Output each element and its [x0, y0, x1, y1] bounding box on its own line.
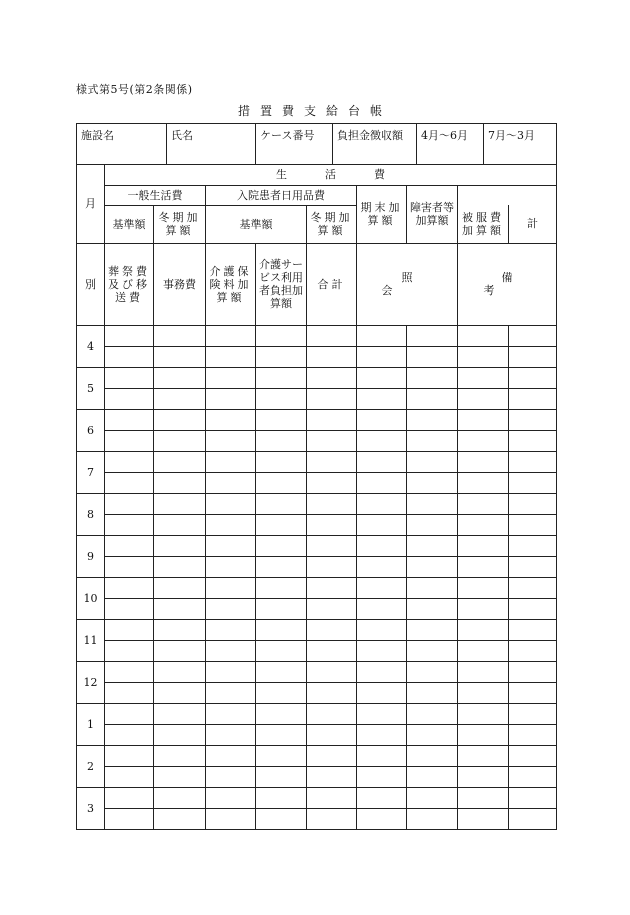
case-no-field[interactable] — [256, 124, 333, 165]
month-label: 8 — [77, 493, 105, 535]
ledger-cell[interactable] — [105, 724, 154, 745]
ledger-cell[interactable] — [206, 787, 256, 808]
ledger-cell[interactable] — [105, 703, 154, 724]
office-header: 事務費 — [154, 243, 206, 325]
month-row — [77, 682, 557, 703]
ledger-cell[interactable] — [256, 514, 307, 535]
month-row — [77, 724, 557, 745]
ledger-cell[interactable] — [154, 535, 206, 556]
ledger-cell[interactable] — [357, 724, 407, 745]
ledger-cell[interactable] — [509, 388, 557, 409]
month-label: 4 — [77, 325, 105, 367]
ledger-cell[interactable] — [357, 430, 407, 451]
ledger-cell[interactable] — [105, 451, 154, 472]
ledger-cell[interactable] — [206, 682, 256, 703]
ledger-cell[interactable] — [458, 682, 509, 703]
ledger-cell[interactable] — [307, 388, 357, 409]
ledger-cell[interactable] — [458, 472, 509, 493]
ledger-cell[interactable] — [509, 787, 557, 808]
month-row — [77, 535, 557, 556]
ledger-cell[interactable] — [256, 745, 307, 766]
period1-label: 4月～6月 — [421, 129, 468, 142]
ledger-cell[interactable] — [206, 577, 256, 598]
ledger-cell[interactable] — [256, 409, 307, 430]
form-number: 様式第5号(第2条関係) — [76, 83, 193, 96]
base1-header: 基準額 — [105, 205, 154, 243]
ledger-cell[interactable] — [256, 640, 307, 661]
ledger-cell[interactable] — [256, 787, 307, 808]
ledger-cell[interactable] — [154, 451, 206, 472]
ledger-cell[interactable] — [509, 430, 557, 451]
winter2-header: 冬期加算額 — [307, 205, 357, 243]
ledger-cell[interactable] — [154, 472, 206, 493]
ledger-cell[interactable] — [307, 451, 357, 472]
ledger-cell[interactable] — [307, 430, 357, 451]
ledger-cell[interactable] — [256, 682, 307, 703]
ledger-cell[interactable] — [407, 577, 458, 598]
ledger-cell[interactable] — [307, 409, 357, 430]
ledger-cell[interactable] — [105, 430, 154, 451]
ledger-cell[interactable] — [407, 556, 458, 577]
month-row — [77, 451, 557, 472]
ledger-cell[interactable] — [206, 808, 256, 829]
ledger-cell[interactable] — [154, 346, 206, 367]
ledger-cell[interactable] — [357, 367, 407, 388]
ledger-cell[interactable] — [407, 598, 458, 619]
ledger-cell[interactable] — [154, 682, 206, 703]
ledger-cell[interactable] — [509, 535, 557, 556]
ledger-cell[interactable] — [256, 619, 307, 640]
ledger-cell[interactable] — [509, 808, 557, 829]
total-header: 計 — [509, 205, 557, 243]
ledger-cell[interactable] — [154, 493, 206, 514]
ledger-cell[interactable] — [407, 430, 458, 451]
ledger-cell[interactable] — [154, 430, 206, 451]
ledger-cell[interactable] — [458, 640, 509, 661]
ledger-cell[interactable] — [458, 598, 509, 619]
ledger-cell[interactable] — [154, 577, 206, 598]
ledger-cell[interactable] — [357, 808, 407, 829]
ledger-cell[interactable] — [407, 388, 458, 409]
month-label: 6 — [77, 409, 105, 451]
ledger-cell[interactable] — [357, 745, 407, 766]
ledger-cell[interactable] — [307, 472, 357, 493]
period2-field[interactable] — [484, 124, 557, 165]
ledger-cell[interactable] — [154, 388, 206, 409]
month-row — [77, 808, 557, 829]
ledger-cell[interactable] — [509, 451, 557, 472]
ledger-cell[interactable] — [206, 535, 256, 556]
base2-header: 基準額 — [206, 205, 307, 243]
ledger-cell[interactable] — [154, 787, 206, 808]
ledger-cell[interactable] — [357, 325, 407, 346]
ledger-cell[interactable] — [105, 472, 154, 493]
ledger-cell[interactable] — [105, 535, 154, 556]
ledger-cell[interactable] — [307, 745, 357, 766]
ledger-cell[interactable] — [256, 472, 307, 493]
month-row — [77, 514, 557, 535]
ledger-cell[interactable] — [206, 430, 256, 451]
ledger-cell[interactable] — [154, 367, 206, 388]
ledger-cell[interactable] — [105, 577, 154, 598]
ledger-cell[interactable] — [206, 640, 256, 661]
living-cost-header: 生活費 — [105, 165, 557, 185]
ledger-cell[interactable] — [256, 493, 307, 514]
ledger-cell[interactable] — [407, 346, 458, 367]
ledger-cell[interactable] — [206, 388, 256, 409]
ledger-cell[interactable] — [307, 367, 357, 388]
ledger-cell[interactable] — [458, 493, 509, 514]
ledger-cell[interactable] — [458, 409, 509, 430]
ledger-cell[interactable] — [407, 703, 458, 724]
ledger-cell[interactable] — [307, 661, 357, 682]
ledger-cell[interactable] — [357, 619, 407, 640]
ledger-cell[interactable] — [206, 703, 256, 724]
ledger-cell[interactable] — [154, 325, 206, 346]
ledger-cell[interactable] — [357, 661, 407, 682]
ledger-cell[interactable] — [357, 346, 407, 367]
ledger-cell[interactable] — [509, 661, 557, 682]
ledger-cell[interactable] — [509, 598, 557, 619]
ledger-cell[interactable] — [105, 325, 154, 346]
month-row — [77, 766, 557, 787]
month-row — [77, 661, 557, 682]
name-label: 氏名 — [171, 129, 193, 142]
month-label: 5 — [77, 367, 105, 409]
month-row — [77, 640, 557, 661]
ledger-cell[interactable] — [407, 745, 458, 766]
ledger-cell[interactable] — [407, 640, 458, 661]
ledger-cell[interactable] — [458, 577, 509, 598]
ledger-cell[interactable] — [256, 577, 307, 598]
ledger-cell[interactable] — [407, 409, 458, 430]
period1-field[interactable] — [417, 124, 484, 165]
month-row — [77, 556, 557, 577]
ledger-cell[interactable] — [407, 766, 458, 787]
ledger-cell[interactable] — [105, 640, 154, 661]
month-label: 10 — [77, 577, 105, 619]
ledger-cell[interactable] — [458, 535, 509, 556]
ledger-cell[interactable] — [307, 598, 357, 619]
month-header: 月 — [77, 165, 105, 243]
month-row — [77, 703, 557, 724]
ledger-cell[interactable] — [307, 535, 357, 556]
ledger-cell[interactable] — [458, 346, 509, 367]
ledger-cell[interactable] — [256, 535, 307, 556]
ledger-cell[interactable] — [307, 724, 357, 745]
ledger-cell[interactable] — [407, 514, 458, 535]
month-row — [77, 598, 557, 619]
ledger-cell[interactable] — [407, 661, 458, 682]
ledger-cell[interactable] — [206, 556, 256, 577]
ledger-cell[interactable] — [206, 493, 256, 514]
ledger-cell[interactable] — [206, 472, 256, 493]
care-insurance-header: 介護保険料加算額 — [206, 243, 256, 325]
ledger-cell[interactable] — [357, 514, 407, 535]
ledger-cell[interactable] — [154, 556, 206, 577]
ledger-cell[interactable] — [307, 325, 357, 346]
month-row — [77, 493, 557, 514]
ledger-cell[interactable] — [458, 661, 509, 682]
ledger-cell[interactable] — [458, 745, 509, 766]
ledger-cell[interactable] — [256, 388, 307, 409]
ledger-cell[interactable] — [154, 724, 206, 745]
ledger-cell[interactable] — [256, 325, 307, 346]
ledger-cell[interactable] — [105, 808, 154, 829]
ledger-cell[interactable] — [256, 451, 307, 472]
ledger-cell[interactable] — [307, 577, 357, 598]
ledger-cell[interactable] — [154, 514, 206, 535]
ledger-cell[interactable] — [307, 703, 357, 724]
ledger-cell[interactable] — [105, 388, 154, 409]
ledger-cell[interactable] — [407, 493, 458, 514]
ledger-cell[interactable] — [105, 766, 154, 787]
ledger-cell[interactable] — [307, 787, 357, 808]
ledger-cell[interactable] — [307, 766, 357, 787]
remarks-header: 備考 — [458, 243, 557, 325]
ledger-cell[interactable] — [105, 661, 154, 682]
ledger-cell[interactable] — [307, 346, 357, 367]
ledger-cell[interactable] — [105, 598, 154, 619]
ledger-cell[interactable] — [206, 745, 256, 766]
ledger-cell[interactable] — [458, 724, 509, 745]
month-row — [77, 409, 557, 430]
ledger-cell[interactable] — [458, 430, 509, 451]
ledger-cell[interactable] — [256, 346, 307, 367]
ledger-cell[interactable] — [509, 640, 557, 661]
ledger-cell[interactable] — [458, 619, 509, 640]
ledger-cell[interactable] — [154, 808, 206, 829]
ledger-cell[interactable] — [105, 367, 154, 388]
ledger-cell[interactable] — [206, 514, 256, 535]
ledger-cell[interactable] — [105, 514, 154, 535]
ledger-cell[interactable] — [458, 325, 509, 346]
ledger-cell[interactable] — [407, 682, 458, 703]
ledger-cell[interactable] — [509, 472, 557, 493]
care-service-header: 介護サービス利用者負担加算額 — [256, 243, 307, 325]
ledger-cell[interactable] — [458, 367, 509, 388]
ledger-cell[interactable] — [357, 703, 407, 724]
ledger-cell[interactable] — [357, 577, 407, 598]
ledger-cell[interactable] — [357, 409, 407, 430]
ledger-cell[interactable] — [256, 724, 307, 745]
ledger-cell[interactable] — [206, 766, 256, 787]
ledger-cell[interactable] — [407, 535, 458, 556]
ledger-cell[interactable] — [407, 808, 458, 829]
month-row — [77, 325, 557, 346]
kimatsu-header: 期末加算額 — [357, 185, 407, 243]
ledger-cell[interactable] — [357, 388, 407, 409]
ledger-cell[interactable] — [256, 430, 307, 451]
ledger-cell[interactable] — [357, 787, 407, 808]
ledger-cell[interactable] — [307, 682, 357, 703]
ledger-cell[interactable] — [458, 514, 509, 535]
header-table — [76, 123, 557, 165]
ledger-cell[interactable] — [407, 451, 458, 472]
month-label: 3 — [77, 787, 105, 829]
ledger-cell[interactable] — [357, 766, 407, 787]
winter1-header: 冬期加算額 — [154, 205, 206, 243]
ledger-cell[interactable] — [105, 556, 154, 577]
ledger-cell[interactable] — [105, 346, 154, 367]
ledger-cell[interactable] — [256, 367, 307, 388]
ledger-cell[interactable] — [154, 766, 206, 787]
ledger-cell[interactable] — [357, 535, 407, 556]
ledger-cell[interactable] — [105, 409, 154, 430]
ledger-cell[interactable] — [105, 745, 154, 766]
ledger-cell[interactable] — [458, 556, 509, 577]
ledger-table — [76, 165, 557, 830]
ledger-cell[interactable] — [407, 325, 458, 346]
ledger-cell[interactable] — [256, 766, 307, 787]
ledger-cell[interactable] — [509, 409, 557, 430]
month-row — [77, 388, 557, 409]
ledger-cell[interactable] — [206, 724, 256, 745]
ledger-cell[interactable] — [154, 598, 206, 619]
month-label: 12 — [77, 661, 105, 703]
case-no-label: ケース番号 — [260, 129, 315, 142]
ledger-cell[interactable] — [509, 619, 557, 640]
ledger-cell[interactable] — [509, 346, 557, 367]
month-label: 11 — [77, 619, 105, 661]
month-row — [77, 577, 557, 598]
ledger-cell[interactable] — [458, 703, 509, 724]
month-row — [77, 619, 557, 640]
ledger-cell[interactable] — [307, 640, 357, 661]
ledger-cell[interactable] — [256, 556, 307, 577]
ledger-cell[interactable] — [206, 367, 256, 388]
ledger-cell[interactable] — [154, 409, 206, 430]
ledger-cell[interactable] — [307, 514, 357, 535]
ledger-cell[interactable] — [509, 703, 557, 724]
ledger-cell[interactable] — [256, 703, 307, 724]
ledger-cell[interactable] — [206, 346, 256, 367]
ledger-cell[interactable] — [105, 619, 154, 640]
ledger-cell[interactable] — [458, 808, 509, 829]
ledger-cell[interactable] — [154, 619, 206, 640]
ledger-cell[interactable] — [357, 451, 407, 472]
ledger-cell[interactable] — [105, 493, 154, 514]
burden-field[interactable] — [333, 124, 417, 165]
betsu-header: 別 — [77, 243, 105, 325]
clothing-header: 被服費加算額 — [458, 205, 509, 243]
ledger-cell[interactable] — [206, 661, 256, 682]
ledger-cell[interactable] — [407, 787, 458, 808]
ledger-cell[interactable] — [357, 472, 407, 493]
ledger-cell[interactable] — [357, 556, 407, 577]
ledger-cell[interactable] — [407, 619, 458, 640]
general-living-header: 一般生活費 — [105, 185, 206, 205]
ledger-cell[interactable] — [307, 493, 357, 514]
sum-header: 合計 — [307, 243, 357, 325]
ledger-cell[interactable] — [206, 325, 256, 346]
ledger-cell[interactable] — [509, 493, 557, 514]
month-label: 1 — [77, 703, 105, 745]
inpatient-header: 入院患者日用品費 — [206, 185, 357, 205]
ledger-cell[interactable] — [407, 724, 458, 745]
month-label: 2 — [77, 745, 105, 787]
ledger-cell[interactable] — [206, 409, 256, 430]
ledger-cell[interactable] — [407, 367, 458, 388]
ledger-cell[interactable] — [206, 598, 256, 619]
month-row — [77, 745, 557, 766]
facility-field[interactable] — [77, 124, 167, 165]
month-row — [77, 787, 557, 808]
ledger-cell[interactable] — [206, 619, 256, 640]
ledger-cell[interactable] — [154, 661, 206, 682]
ledger-cell[interactable] — [509, 745, 557, 766]
ledger-cell[interactable] — [509, 367, 557, 388]
name-field[interactable] — [167, 124, 256, 165]
ledger-cell[interactable] — [357, 682, 407, 703]
month-row — [77, 367, 557, 388]
ledger-cell[interactable] — [357, 493, 407, 514]
ledger-cell[interactable] — [105, 787, 154, 808]
ledger-cell[interactable] — [307, 619, 357, 640]
ledger-cell[interactable] — [256, 808, 307, 829]
ledger-cell[interactable] — [307, 556, 357, 577]
ledger-cell[interactable] — [458, 766, 509, 787]
month-row — [77, 472, 557, 493]
inquiry-header: 照会 — [357, 243, 458, 325]
period2-label: 7月～3月 — [488, 129, 535, 142]
ledger-cell[interactable] — [154, 640, 206, 661]
ledger-cell[interactable] — [307, 808, 357, 829]
month-label: 7 — [77, 451, 105, 493]
form-title: 措置費支給台帳 — [237, 104, 392, 118]
burden-label: 負担金徴収額 — [337, 129, 403, 142]
ledger-cell[interactable] — [357, 598, 407, 619]
ledger-cell[interactable] — [509, 766, 557, 787]
ledger-cell[interactable] — [509, 325, 557, 346]
ledger-cell[interactable] — [256, 598, 307, 619]
ledger-cell[interactable] — [206, 451, 256, 472]
ledger-cell[interactable] — [458, 451, 509, 472]
ledger-cell[interactable] — [509, 682, 557, 703]
ledger-cell[interactable] — [458, 388, 509, 409]
ledger-cell[interactable] — [105, 682, 154, 703]
ledger-cell[interactable] — [407, 472, 458, 493]
facility-label: 施設名 — [81, 129, 114, 142]
ledger-cell[interactable] — [509, 514, 557, 535]
ledger-cell[interactable] — [509, 556, 557, 577]
disabled-header: 障害者等加算額 — [407, 185, 458, 243]
ledger-cell[interactable] — [256, 661, 307, 682]
month-row — [77, 430, 557, 451]
month-row — [77, 346, 557, 367]
funeral-header: 葬祭費及び移送費 — [105, 243, 154, 325]
ledger-cell[interactable] — [509, 724, 557, 745]
ledger-cell[interactable] — [458, 787, 509, 808]
month-label: 9 — [77, 535, 105, 577]
ledger-cell[interactable] — [509, 577, 557, 598]
ledger-cell[interactable] — [154, 703, 206, 724]
ledger-cell[interactable] — [357, 640, 407, 661]
ledger-cell[interactable] — [154, 745, 206, 766]
